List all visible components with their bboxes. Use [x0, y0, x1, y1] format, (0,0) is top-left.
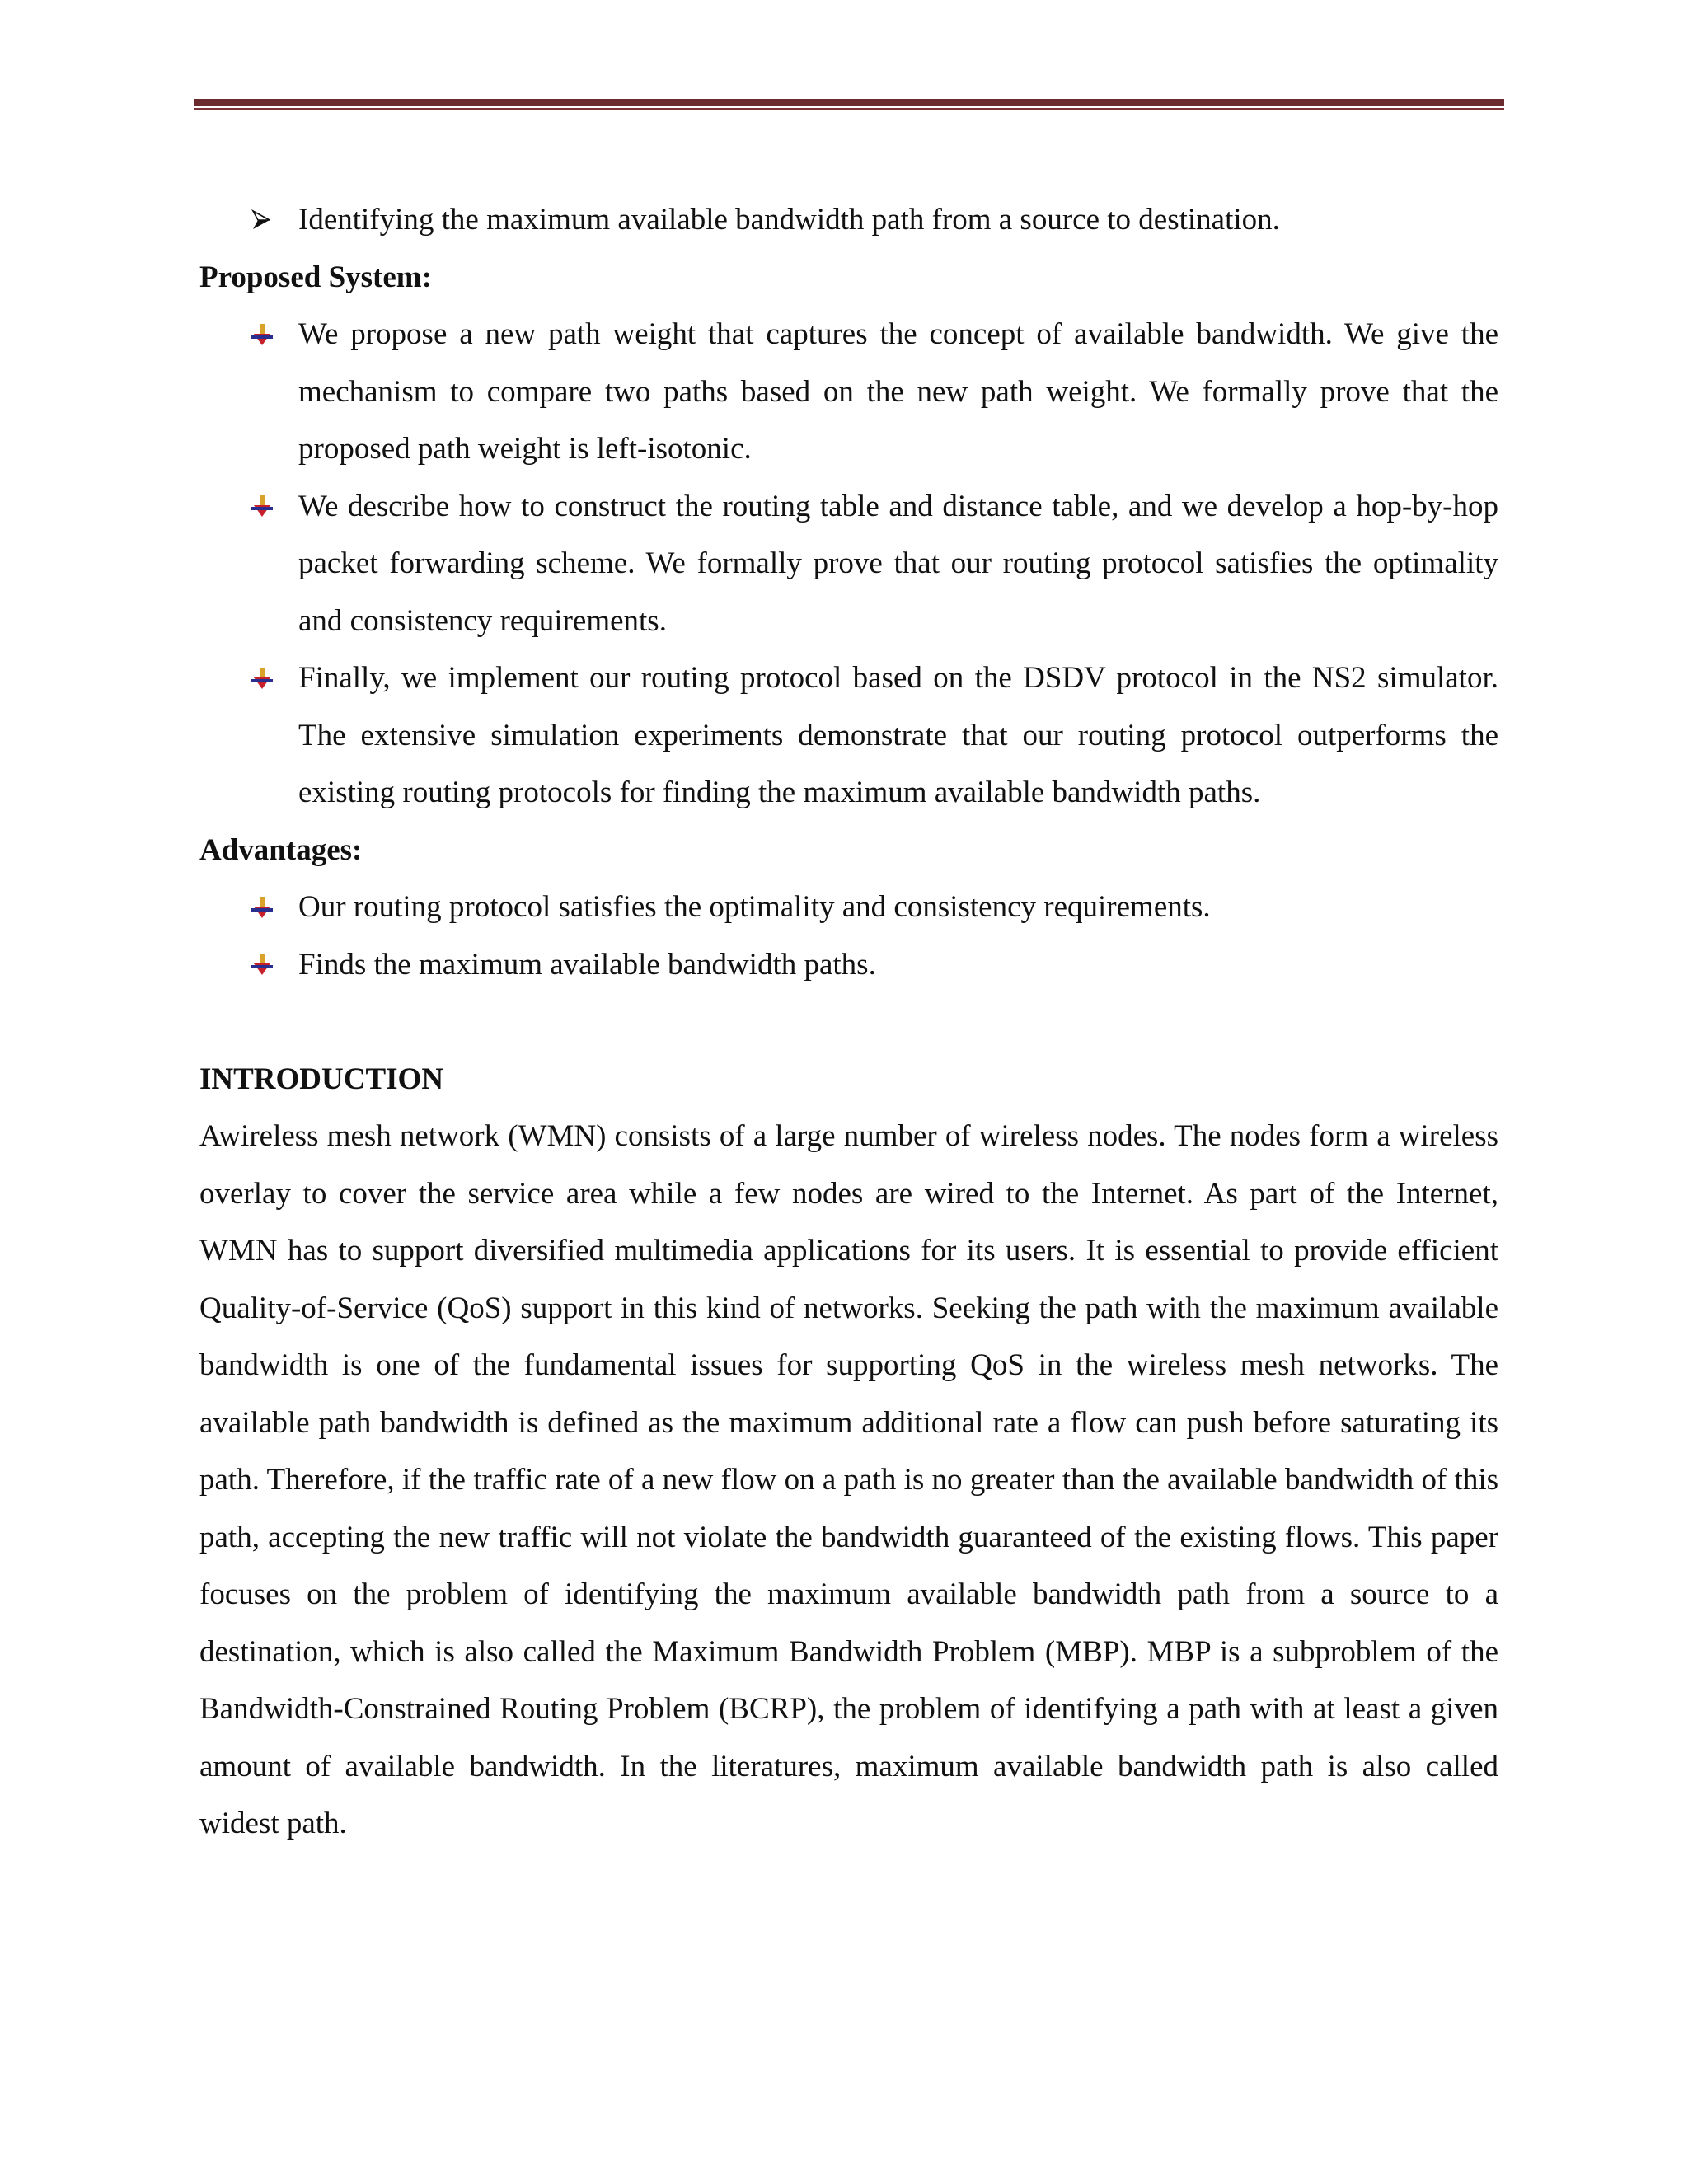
down-arrow-bullet-icon: [251, 936, 274, 994]
header-rule-thick: [194, 99, 1504, 106]
page-content: [199, 191, 1498, 1853]
proposed-item-text: We propose a new path weight that captures the concept of available bandwidth. We give the mechanism to compare two paths based on the new path weight. We formally prove that the proposed path weight is left-isotonic.: [298, 317, 1498, 466]
intro-bullet-text: Identifying the maximum available bandwidth path from a source to destination.: [298, 203, 1280, 237]
advantage-item-1: [199, 879, 1498, 936]
introduction-heading: INTRODUCTION: [199, 1062, 444, 1096]
down-arrow-bullet-icon: [251, 649, 274, 707]
proposed-item-3: [199, 649, 1498, 822]
advantages-heading: Advantages:: [199, 832, 363, 867]
introduction-paragraph: Awireless mesh network (WMN) consists of a large number of wireless nodes. The nodes form a wireless overlay to cover the service area while a few nodes are wired to the Internet. As part of the Internet, WMN has to support diversified multimedia applications for its users. It is essential to provide efficient Quality-of-Service (QoS) support in this kind of networks. Seeking the path with the maximum available bandwidth is one of the fundamental issues for supporting QoS in the wireless mesh networks. The available path bandwidth is defined as the maximum additional rate a flow can push before saturating its path. Therefore, if the traffic rate of a new flow on a path is no greater than the available bandwidth of this path, accepting the new traffic will not violate the bandwidth guaranteed of the existing flows. This paper focuses on the problem of identifying the maximum available bandwidth path from a source to a destination, which is also called the Maximum Bandwidth Problem (MBP). MBP is a subproblem of the Bandwidth-Constrained Routing Problem (BCRP), the problem of identifying a path with at least a given amount of available bandwidth. In the literatures, maximum available bandwidth path is also called widest path.: [199, 1119, 1498, 1840]
advantage-item-text: Finds the maximum available bandwidth paths.: [298, 947, 876, 982]
proposed-item-1: [199, 306, 1498, 478]
proposed-item-text: We describe how to construct the routing table and distance table, and we develop a hop-by-hop packet forwarding scheme. We formally prove that our routing protocol satisfies the optimality and consistency requirements.: [298, 489, 1498, 638]
advantage-item-text: Our routing protocol satisfies the optimality and consistency requirements.: [298, 890, 1211, 924]
proposed-item-2: [199, 478, 1498, 650]
down-arrow-bullet-icon: [251, 306, 274, 363]
header-rule-thin: [194, 108, 1504, 110]
down-arrow-bullet-icon: [251, 879, 274, 936]
arrowhead-bullet-icon: [251, 191, 272, 249]
down-arrow-bullet-icon: [251, 478, 274, 536]
advantage-item-2: [199, 936, 1498, 994]
proposed-item-text: Finally, we implement our routing protocol based on the DSDV protocol in the NS2 simulator. The extensive simulation experiments demonstrate that our routing protocol outperforms the existing routing protocols for finding the maximum available bandwidth paths.: [298, 661, 1498, 809]
section-spacer: [199, 993, 1498, 1051]
proposed-system-heading: Proposed System:: [199, 260, 432, 294]
intro-bullet-item: [199, 191, 1498, 249]
